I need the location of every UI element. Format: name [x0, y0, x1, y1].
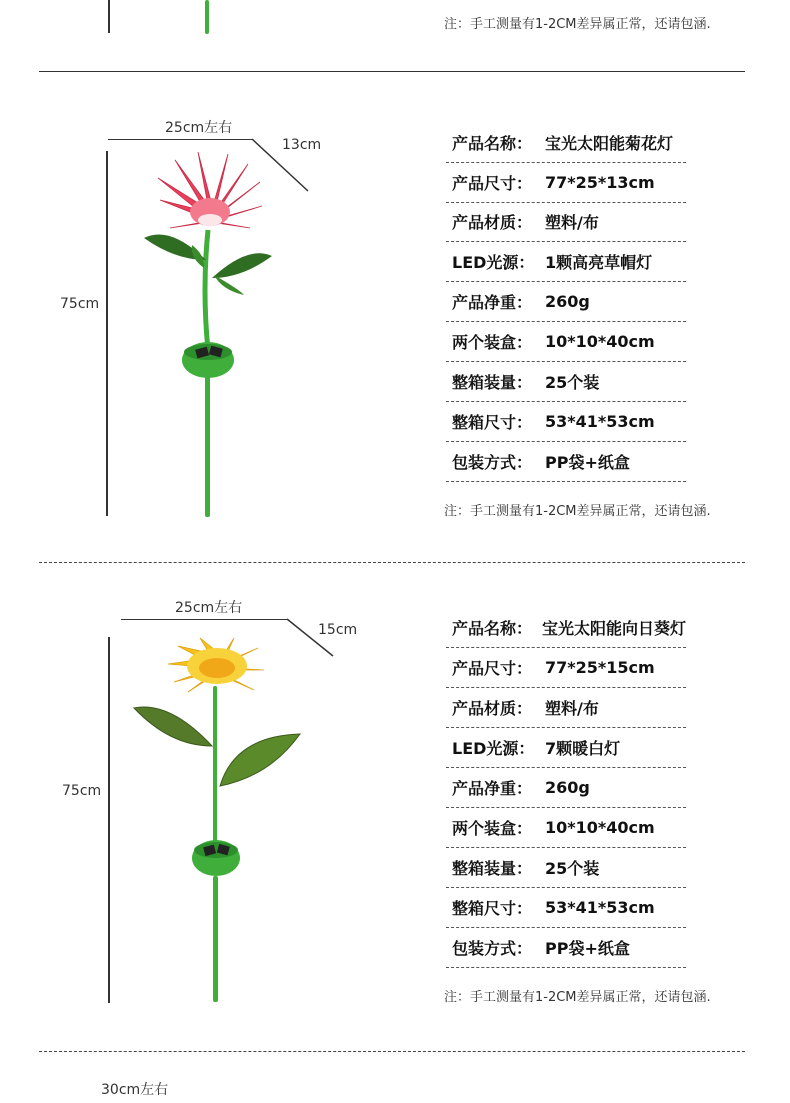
width-label: 25cm左右 — [175, 600, 243, 616]
spec-label: 产品净重： — [452, 778, 533, 798]
spec-value: PP袋+纸盒 — [545, 452, 630, 472]
spec-value: 260g — [545, 777, 590, 797]
spec-value: 1颗高亮草帽灯 — [545, 252, 653, 272]
spec-label: 包装方式： — [452, 938, 533, 958]
spec-label: 整箱装量： — [452, 858, 533, 878]
spec-label: 两个装盒： — [452, 332, 533, 352]
spec-label: 包装方式： — [452, 452, 533, 472]
spec-row — [446, 607, 686, 648]
section-divider-dashed — [39, 1051, 745, 1052]
height-dimension-line — [106, 151, 108, 516]
spec-label: 产品材质： — [452, 698, 533, 718]
spec-label: 产品尺寸： — [452, 173, 533, 193]
height-label: 75cm — [60, 296, 100, 312]
stem-partial-top — [205, 0, 209, 34]
spec-label: 产品材质： — [452, 212, 533, 232]
spec-row — [446, 321, 686, 362]
spec-row — [446, 122, 686, 163]
spec-row — [446, 241, 686, 282]
spec-row — [446, 441, 686, 482]
spec-row — [446, 401, 686, 442]
spec-value: 25个装 — [545, 372, 600, 392]
spec-value: 53*41*53cm — [545, 897, 655, 917]
measurement-note-top: 注：手工测量有1-2CM差异属正常，还请包涵. — [444, 17, 711, 32]
depth-label: 13cm — [282, 137, 322, 153]
spec-label: 整箱尺寸： — [452, 412, 533, 432]
spec-label: 产品尺寸： — [452, 658, 533, 678]
spec-row — [446, 807, 686, 848]
spec-row — [446, 687, 686, 728]
spec-value: 塑料/布 — [545, 212, 599, 232]
width-dimension-line — [108, 139, 252, 140]
spec-value: 25个装 — [545, 858, 600, 878]
height-label: 75cm — [62, 783, 102, 799]
spec-value: 10*10*40cm — [545, 817, 655, 837]
spec-label: 产品名称： — [452, 618, 533, 638]
width-label: 25cm左右 — [165, 120, 233, 136]
spec-value: 宝光太阳能向日葵灯 — [541, 618, 686, 638]
height-dimension-line-top — [108, 0, 110, 33]
spec-label: LED光源： — [452, 738, 535, 758]
spec-row — [446, 887, 686, 928]
spec-label: 产品名称： — [452, 133, 533, 153]
spec-row — [446, 847, 686, 888]
spec-label: 整箱尺寸： — [452, 898, 533, 918]
spec-value: 53*41*53cm — [545, 411, 655, 431]
height-dimension-line — [108, 637, 110, 1003]
spec-row — [446, 281, 686, 322]
spec-label: LED光源： — [452, 252, 535, 272]
chrysanthemum-lamp-image — [130, 150, 290, 520]
depth-dimension-line — [0, 0, 1, 1]
spec-value: 260g — [545, 291, 590, 311]
width-dimension-line — [121, 619, 287, 620]
spec-row — [446, 361, 686, 402]
spec-row — [446, 162, 686, 203]
spec-label: 产品净重： — [452, 292, 533, 312]
spec-row — [446, 201, 686, 242]
spec-label: 整箱装量： — [452, 372, 533, 392]
spec-row — [446, 927, 686, 968]
width-label-next: 30cm左右 — [101, 1082, 169, 1098]
measurement-note: 注：手工测量有1-2CM差异属正常，还请包涵. — [444, 504, 711, 519]
section-divider-dashed — [39, 562, 745, 563]
spec-row — [446, 767, 686, 808]
spec-value: 77*25*15cm — [545, 657, 655, 677]
measurement-note: 注：手工测量有1-2CM差异属正常，还请包涵. — [444, 990, 711, 1005]
spec-value: 塑料/布 — [545, 698, 599, 718]
spec-value: PP袋+纸盒 — [545, 938, 630, 958]
spec-value: 7颗暖白灯 — [545, 738, 621, 758]
spec-row — [446, 727, 686, 768]
section-divider-solid — [39, 71, 745, 72]
spec-value: 10*10*40cm — [545, 331, 655, 351]
spec-value: 宝光太阳能菊花灯 — [545, 133, 674, 153]
sunflower-lamp-image — [130, 636, 305, 1006]
spec-row — [446, 647, 686, 688]
spec-value: 77*25*13cm — [545, 172, 655, 192]
depth-label: 15cm — [318, 622, 358, 638]
spec-label: 两个装盒： — [452, 818, 533, 838]
